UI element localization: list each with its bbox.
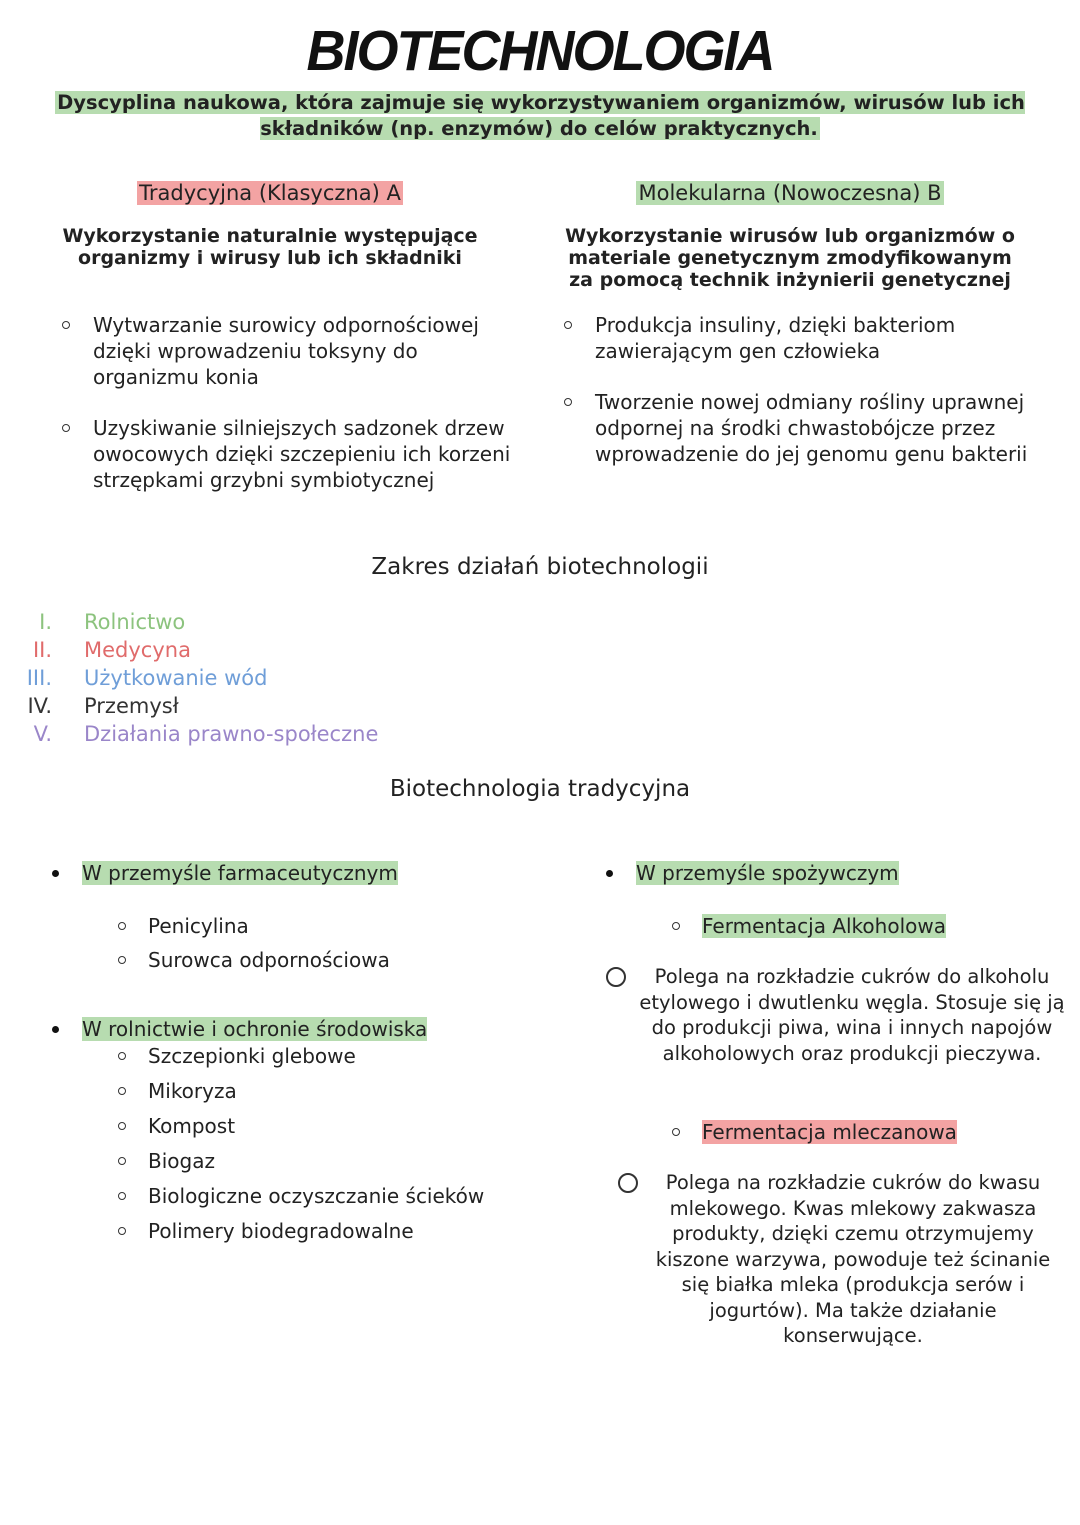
scope-item-water	[26, 664, 268, 692]
agriculture-heading	[52, 1016, 427, 1042]
pharma-item: Surowca odpornościowa	[148, 948, 390, 972]
traditional-example-1: Wytwarzanie surowicy odpornościowej dzięki wprowadzeniu toksyny do organizmu konia	[93, 313, 479, 389]
scope-item-agriculture	[39, 608, 186, 636]
definition	[30, 90, 1050, 142]
bullet-icon	[52, 1026, 59, 1033]
molecular-heading-text: Molekularna (Nowoczesna) B	[638, 181, 942, 205]
list-item	[118, 913, 249, 939]
list-item	[118, 1043, 356, 1069]
scope-item-label: Przemysł	[84, 694, 179, 718]
scope-item-legal	[33, 720, 379, 748]
ring-bullet-icon	[564, 321, 572, 329]
definition-text: Dyscyplina naukowa, która zajmuje się wykorzystywaniem organizmów, wirusów lub ich składników (np. enzymów) do celów praktycznych.	[57, 91, 1025, 140]
scope-item-label: Użytkowanie wód	[84, 666, 268, 690]
traditional-description: Wykorzystanie naturalnie występujące organizmy i wirusy lub ich składniki	[62, 225, 478, 269]
lactic-fermentation-heading	[672, 1119, 957, 1145]
scope-heading: Zakres działań biotechnologii	[371, 554, 709, 580]
agriculture-item: Biologiczne oczyszczanie ścieków	[148, 1184, 485, 1208]
food-label: W przemyśle spożywczym	[636, 861, 899, 885]
list-item	[564, 389, 1044, 467]
agriculture-label: W rolnictwie i ochronie środowiska	[82, 1017, 428, 1041]
list-item	[118, 1183, 484, 1209]
alcohol-fermentation-heading	[672, 913, 946, 939]
molecular-heading	[580, 178, 1000, 208]
agriculture-item: Polimery biodegradowalne	[148, 1219, 414, 1243]
list-item	[564, 312, 1034, 364]
molecular-example-2: Tworzenie nowej odmiany rośliny uprawnej odpornej na środki chwastobójcze przez wprowadzenie do jej genomu genu bakterii	[595, 390, 1028, 466]
pharma-item: Penicylina	[148, 914, 249, 938]
scope-item-label: Działania prawno-społeczne	[84, 722, 379, 746]
ring-bullet-icon	[118, 1122, 126, 1130]
roman-numeral: V.	[33, 722, 52, 746]
bullet-icon	[52, 870, 59, 877]
scope-item-label: Medycyna	[84, 638, 191, 662]
traditional-section-heading: Biotechnologia tradycyjna	[389, 776, 691, 802]
ring-bullet-icon	[118, 1192, 126, 1200]
ring-bullet-icon	[564, 398, 572, 406]
lactic-fermentation-text: Polega na rozkładzie cukrów do kwasu mlekowego. Kwas mlekowy zakwasza produkty, dzięki czemu otrzymujemy kiszone warzywa, powoduje też ścinanie się białka mleka (produkcja serów i jogurtów). Ma także działanie konserwujące.	[655, 1171, 1051, 1347]
list-item	[118, 1218, 414, 1244]
ring-bullet-icon	[118, 956, 126, 964]
agriculture-item: Mikoryza	[148, 1079, 237, 1103]
ring-bullet-icon	[606, 967, 626, 987]
list-item	[62, 415, 512, 493]
roman-numeral: I.	[39, 610, 52, 634]
ring-bullet-icon	[672, 1128, 680, 1136]
ring-bullet-icon	[118, 1052, 126, 1060]
ring-bullet-icon	[118, 1087, 126, 1095]
molecular-description: Wykorzystanie wirusów lub organizmów o materiale genetycznym zmodyfikowanym za pomocą technik inżynierii genetycznej	[565, 225, 1015, 291]
ring-bullet-icon	[118, 922, 126, 930]
bullet-icon	[606, 870, 613, 877]
lactic-fermentation-label: Fermentacja mleczanowa	[702, 1120, 957, 1144]
ring-bullet-icon	[118, 1227, 126, 1235]
ring-bullet-icon	[62, 321, 70, 329]
traditional-heading	[60, 178, 480, 208]
pharma-heading	[52, 860, 398, 886]
ring-bullet-icon	[118, 1157, 126, 1165]
agriculture-item: Szczepionki glebowe	[148, 1044, 356, 1068]
list-item	[118, 1078, 237, 1104]
roman-numeral: III.	[26, 666, 52, 690]
list-item	[62, 312, 502, 390]
list-item	[118, 1148, 215, 1174]
ring-bullet-icon	[672, 922, 680, 930]
molecular-example-1: Produkcja insuliny, dzięki bakteriom zawierającym gen człowieka	[595, 313, 956, 363]
roman-numeral: II.	[32, 638, 52, 662]
ring-bullet-icon	[62, 424, 70, 432]
scope-item-medicine	[32, 636, 191, 664]
food-heading	[606, 860, 899, 886]
pharma-label: W przemyśle farmaceutycznym	[82, 861, 398, 885]
agriculture-item: Kompost	[148, 1114, 236, 1138]
list-item	[118, 947, 390, 973]
page-title: BIOTECHNOLOGIA	[306, 19, 774, 83]
roman-numeral: IV.	[27, 694, 52, 718]
agriculture-item: Biogaz	[148, 1149, 215, 1173]
scope-item-industry	[27, 692, 179, 720]
ring-bullet-icon	[618, 1173, 638, 1193]
alcohol-fermentation-text: Polega na rozkładzie cukrów do alkoholu etylowego i dwutlenku węgla. Stosuje się ją do produkcji piwa, wina i innych napojów alkoholowych oraz produkcji pieczywa.	[639, 965, 1065, 1065]
alcohol-fermentation-label: Fermentacja Alkoholowa	[702, 914, 946, 938]
traditional-example-2: Uzyskiwanie silniejszych sadzonek drzew owocowych dzięki szczepieniu ich korzeni strzępkami grzybni symbiotycznej	[93, 416, 511, 492]
list-item	[118, 1113, 235, 1139]
scope-item-label: Rolnictwo	[84, 610, 186, 634]
traditional-heading-text: Tradycyjna (Klasyczna) A	[139, 181, 401, 205]
